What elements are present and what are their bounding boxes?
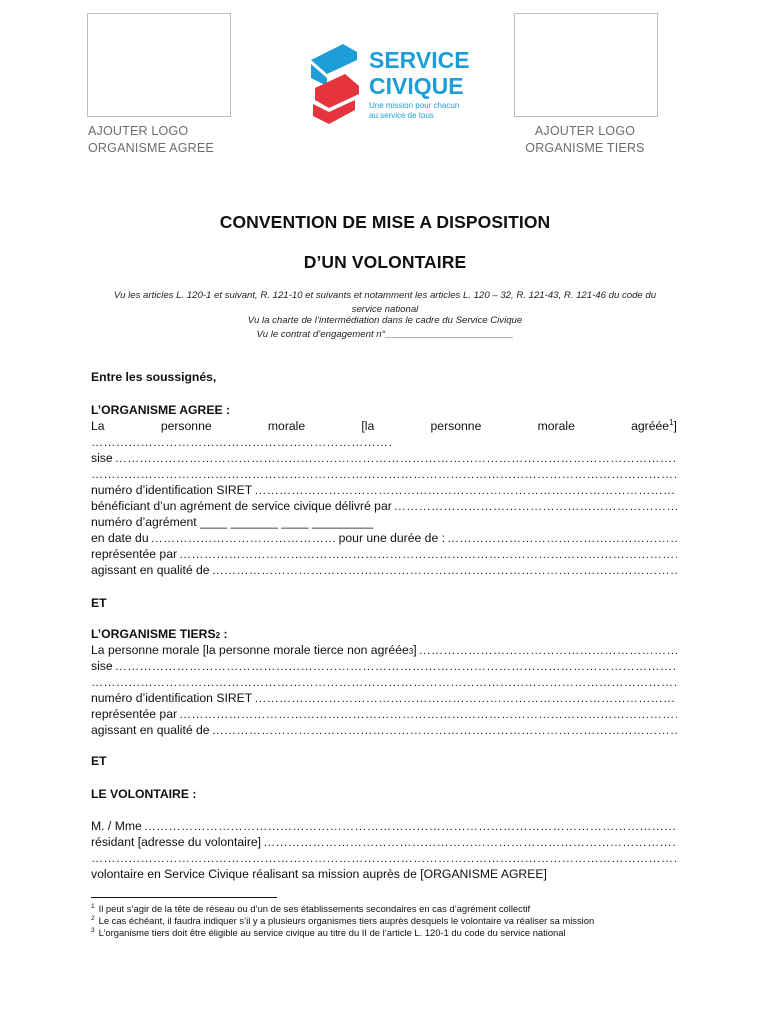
brand-tagline2: au service de tous <box>369 111 434 120</box>
resident-line <box>91 834 677 850</box>
footnote-2 <box>91 915 691 927</box>
brand-line2: CIVIQUE <box>369 73 464 99</box>
logo-placeholder-tiers <box>514 13 658 117</box>
footnote-number: 3 <box>91 926 95 934</box>
bracket-close: ] <box>673 419 677 433</box>
dotted-fill <box>151 530 335 546</box>
word: morale <box>537 419 575 433</box>
personne-morale-tierce-line: La personne morale [la personne morale tierce non agréée 3 ] …………………………………………………………………………………………………………………………………………………………………………………………………………… <box>91 642 677 658</box>
label: numéro d’identification SIRET <box>91 691 253 705</box>
entre-soussignes: Entre les soussignés, <box>91 370 217 384</box>
dotted-fill <box>91 674 677 690</box>
organisme-agree-heading: L’ORGANISME AGREE : <box>91 403 231 417</box>
logo-placeholder-agree <box>87 13 231 117</box>
brand-line1: SERVICE <box>369 47 470 73</box>
dotted-fill <box>254 482 677 498</box>
preamble-line: Vu les articles L. 120-1 et suivant, R. 121-10 et suivants et notamment les articles L. 120 – 32, R. 121-43, R. 121-46 du code du <box>113 290 657 301</box>
fill-line <box>91 434 391 450</box>
label: L’ORGANISME TIERS <box>91 627 216 641</box>
dotted-fill <box>179 546 677 562</box>
representee-line <box>91 706 677 722</box>
word: La <box>91 419 105 433</box>
label: pour une durée de : <box>338 531 445 545</box>
representee-line <box>91 546 677 562</box>
organisme-tiers-heading: L’ORGANISME TIERS 2 : <box>91 627 228 641</box>
footnote-text: Il peut s’agir de la tête de réseau ou d’un de ses établissements secondaires en cas d’agrément collectif <box>98 903 531 914</box>
sise-line <box>91 658 677 674</box>
word: personne <box>160 419 212 433</box>
word: [la <box>361 419 375 433</box>
agrement-line <box>91 498 677 514</box>
word-with-footnote: agréée1] <box>631 417 677 433</box>
caption-line: ORGANISME TIERS <box>525 141 645 155</box>
preamble-charte: Vu la charte de l’intermédiation dans le cadre du Service Civique <box>247 315 523 326</box>
dotted-fill <box>254 690 677 706</box>
fill-line <box>91 674 677 690</box>
preamble-articles <box>80 289 690 316</box>
label: M. / Mme <box>91 819 142 833</box>
caption-line: AJOUTER LOGO <box>534 124 636 138</box>
caption-line: AJOUTER LOGO <box>88 124 189 138</box>
label: sise <box>91 659 113 673</box>
footnote-1 <box>91 903 691 915</box>
sise-line <box>91 450 677 466</box>
dotted-fill <box>212 562 677 578</box>
dotted-fill <box>394 498 677 514</box>
label: : <box>220 627 228 641</box>
dotted-fill <box>263 834 677 850</box>
bracket-close: ] <box>413 643 417 657</box>
dotted-fill <box>91 850 677 866</box>
dotted-fill <box>212 722 677 738</box>
label: numéro d’agrément ____ _______ ____ _________ <box>91 515 373 529</box>
preamble-line: service national <box>351 303 419 315</box>
label: représentée par <box>91 707 178 721</box>
caption-line: ORGANISME AGREE <box>88 141 214 155</box>
siret-line <box>91 482 677 498</box>
footnote-number: 2 <box>91 914 95 922</box>
fill-line <box>91 466 677 482</box>
qualite-line <box>91 562 677 578</box>
dotted-fill <box>91 466 677 482</box>
brand-tagline1: Une mission pour chacun <box>369 101 460 110</box>
dotted-fill <box>144 818 677 834</box>
dotted-fill <box>115 450 677 466</box>
label: La personne morale [la personne morale tierce non agréée <box>91 643 409 657</box>
et-separator: ET <box>91 596 107 610</box>
label: résidant [adresse du volontaire] <box>91 835 262 849</box>
siret-line <box>91 690 677 706</box>
title-line2: D’UN VOLONTAIRE <box>303 252 467 272</box>
footnote-3 <box>91 927 691 939</box>
label: agissant en qualité de <box>91 563 210 577</box>
word: agréée <box>631 419 670 433</box>
label: sise <box>91 451 113 465</box>
dotted-fill <box>447 530 677 546</box>
volontaire-mission-line: volontaire en Service Civique réalisant sa mission auprès de [ORGANISME AGREE] <box>91 867 547 881</box>
m-mme-line <box>91 818 677 834</box>
dotted-fill <box>419 642 677 658</box>
footnote-text: Le cas échéant, il faudra indiquer s’il y a plusieurs organismes tiers auprès desquels le volontaire va réaliser sa mission <box>98 915 595 926</box>
et-separator: ET <box>91 754 107 768</box>
word: morale <box>267 419 306 433</box>
label: en date du <box>91 531 149 545</box>
logo-caption-tiers <box>514 123 656 157</box>
label: agissant en qualité de <box>91 723 210 737</box>
logo-caption-agree <box>88 123 214 157</box>
footnote-number: 1 <box>91 902 95 910</box>
dotted-fill <box>91 434 391 450</box>
dotted-fill <box>179 706 677 722</box>
title-line1: CONVENTION DE MISE A DISPOSITION <box>219 212 551 232</box>
footnote-rule <box>91 897 277 898</box>
qualite-line <box>91 722 677 738</box>
preamble-contrat: Vu le contrat d’engagement n°________________________ <box>256 329 514 340</box>
en-date-line <box>91 530 677 546</box>
label: numéro d’identification SIRET <box>91 483 253 497</box>
personne-morale-line <box>91 418 677 434</box>
label: bénéficiant d’un agrément de service civique délivré par <box>91 499 392 513</box>
numero-agrement-line <box>91 514 677 530</box>
dotted-fill <box>115 658 677 674</box>
volontaire-heading: LE VOLONTAIRE : <box>91 787 197 801</box>
word: personne <box>430 419 482 433</box>
footnote-text: L’organisme tiers doit être éligible au service civique au titre du II de l’article L. 120-1 du code du service national <box>98 927 566 938</box>
service-civique-logo <box>305 40 475 130</box>
label: représentée par <box>91 547 178 561</box>
fill-line <box>91 850 677 866</box>
